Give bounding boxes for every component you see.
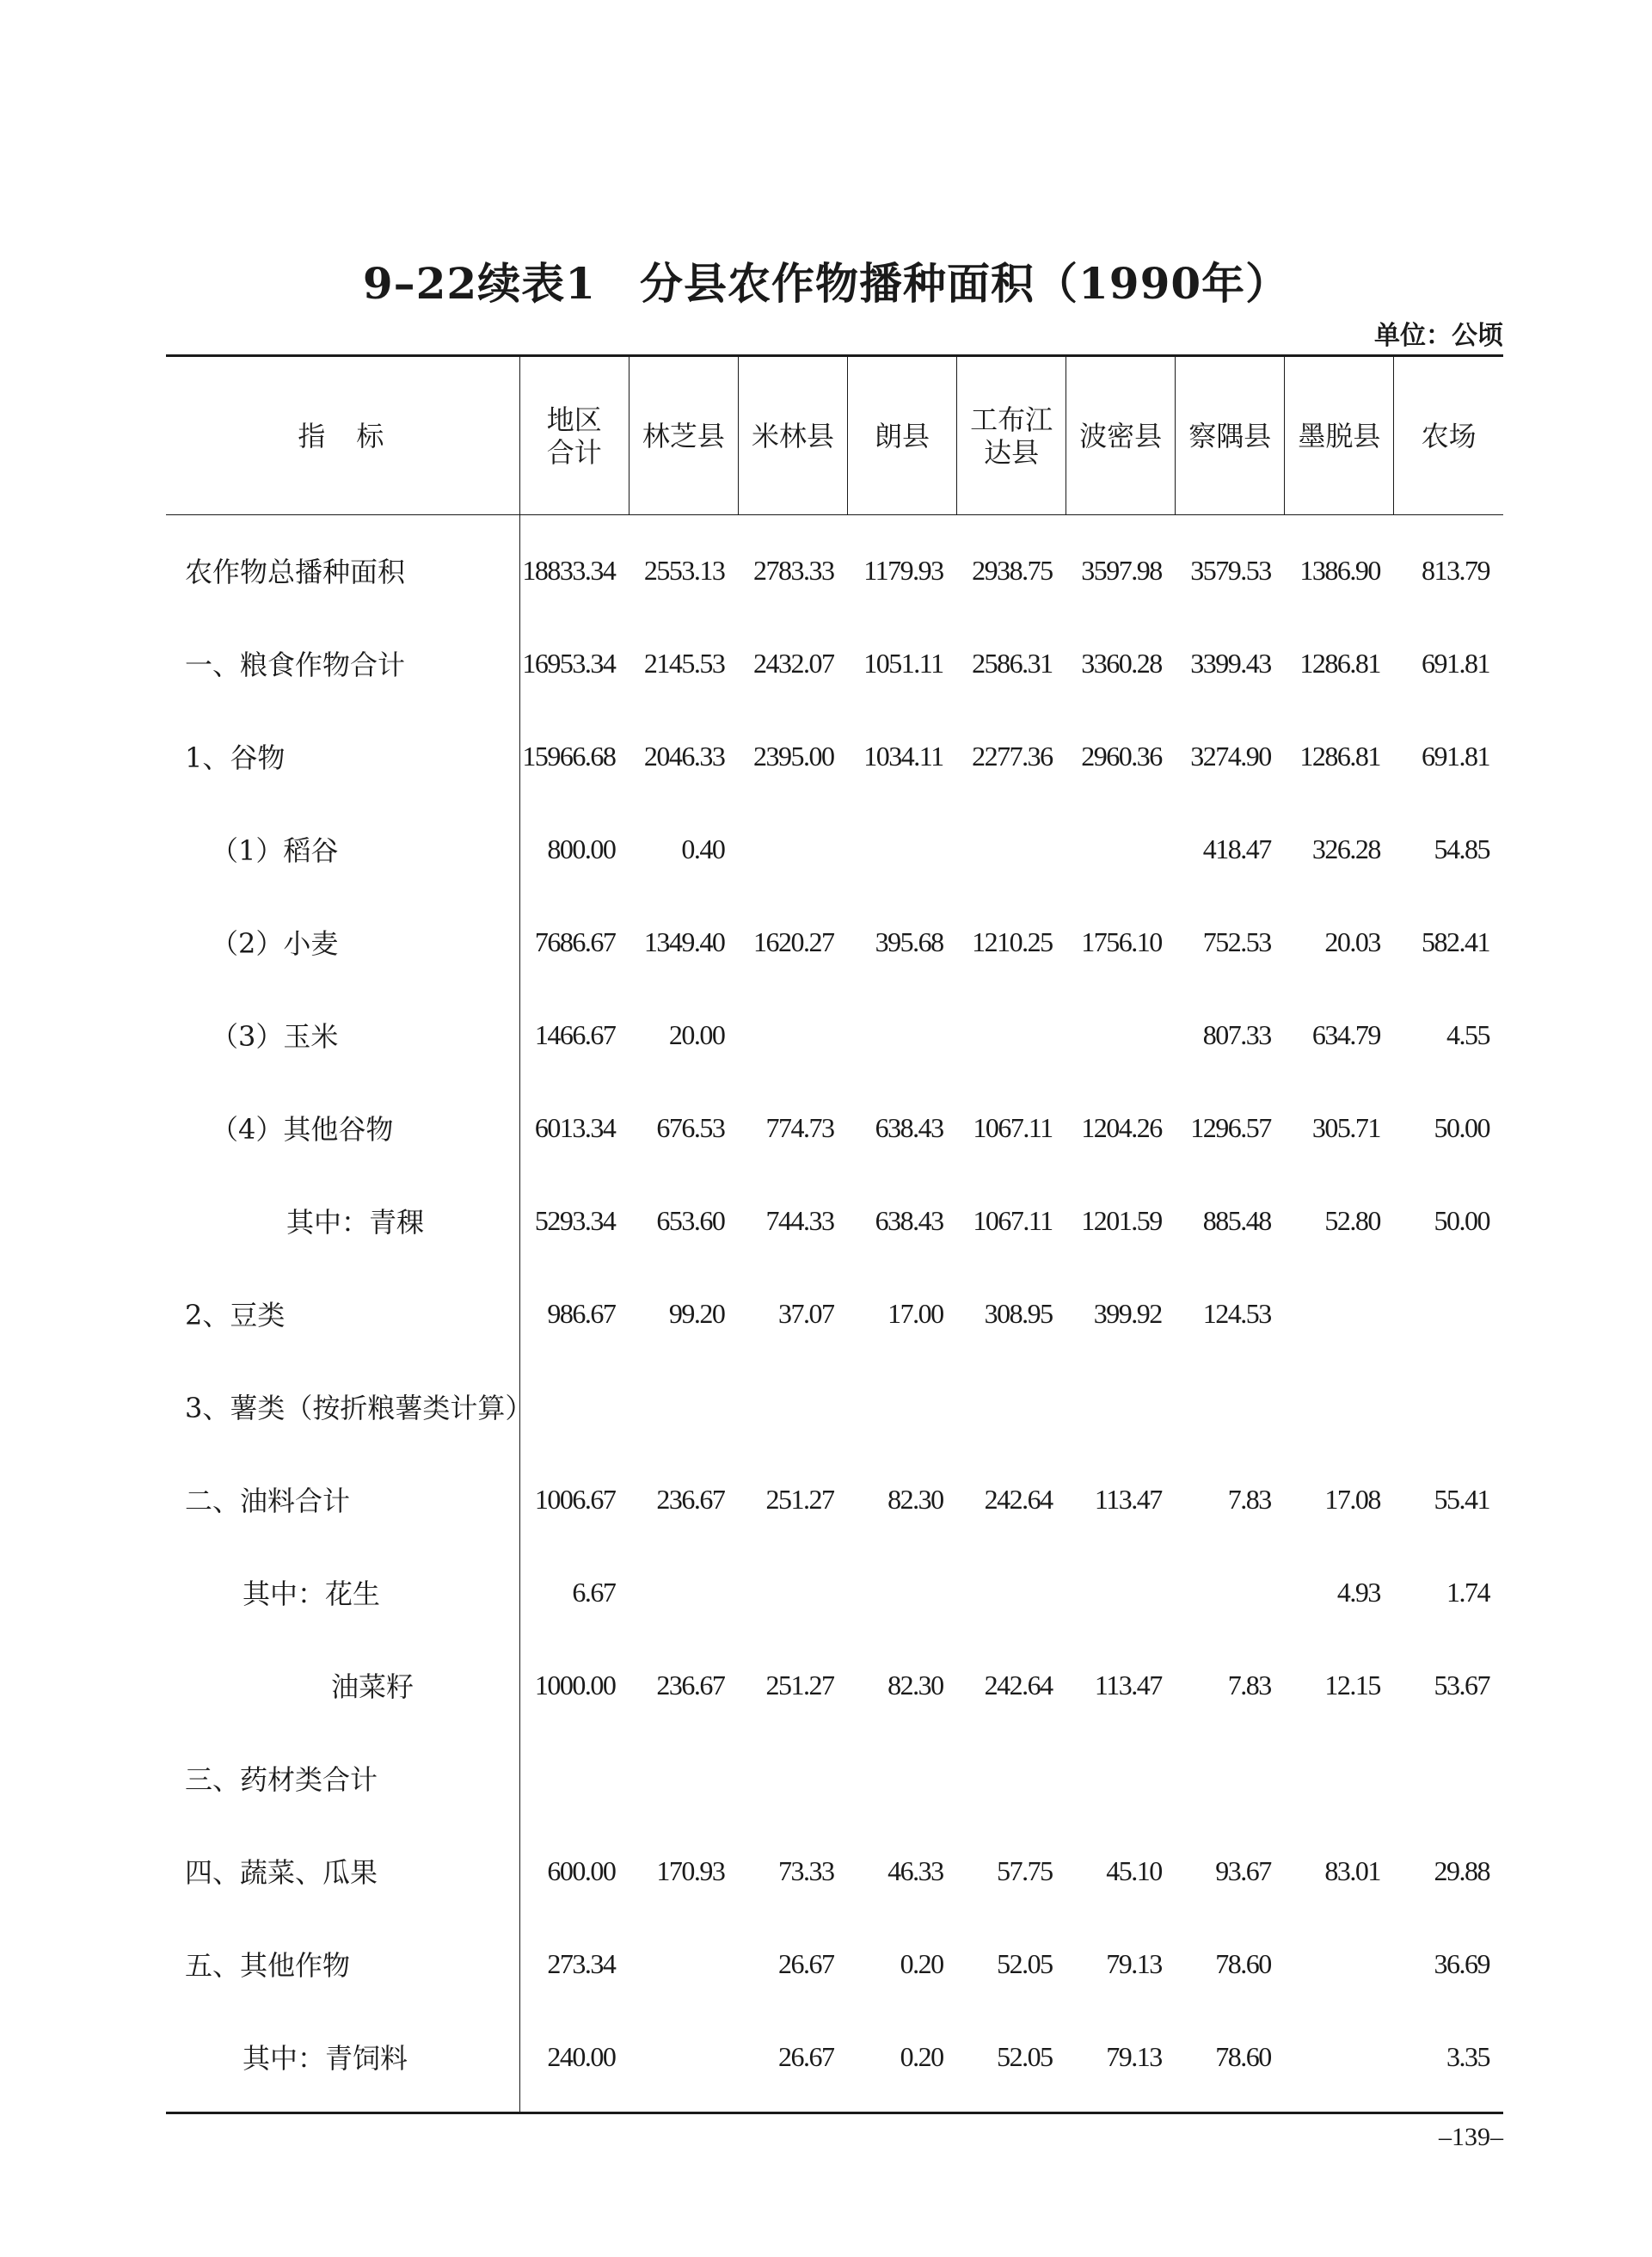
- table-cell: 418.47: [1202, 833, 1271, 864]
- table-cell: [957, 803, 1066, 895]
- table-cell: 1034.11: [863, 740, 943, 772]
- table-row: [166, 710, 1503, 803]
- table-cell: [847, 1546, 956, 1639]
- row-label: 三、药材类合计: [166, 1731, 519, 1824]
- table-header: [166, 356, 1503, 515]
- table-cell: 2046.33: [643, 740, 725, 772]
- table-cell: 82.30: [887, 1669, 943, 1700]
- table-cell: 83.01: [1324, 1854, 1380, 1886]
- row-label: （1）稻谷: [166, 803, 519, 895]
- table-cell: [629, 1917, 738, 2010]
- table-cell: 73.33: [777, 1854, 834, 1886]
- table-cell: 1201.59: [1081, 1204, 1162, 1236]
- table-cell: [847, 803, 956, 895]
- table-cell: 2938.75: [972, 554, 1053, 586]
- table-cell: 638.43: [875, 1204, 943, 1236]
- column-header: 墨脱县: [1285, 356, 1394, 515]
- row-label: 1、谷物: [166, 710, 519, 803]
- table-cell: 20.00: [668, 1018, 725, 1050]
- table-cell: [1066, 1731, 1176, 1824]
- table-cell: 6.67: [572, 1576, 616, 1608]
- table-cell: 52.05: [997, 2040, 1053, 2072]
- table-cell: [1285, 1917, 1394, 2010]
- row-label: 其中：青稞: [166, 1174, 519, 1267]
- table-cell: 15966.68: [522, 740, 616, 772]
- table-row: [166, 617, 1503, 710]
- table-cell: 46.33: [887, 1854, 943, 1886]
- table-cell: 82.30: [887, 1483, 943, 1515]
- column-header-indicator: 指标: [166, 356, 519, 515]
- row-label: 其中：青饲料: [166, 2010, 519, 2113]
- table-cell: 37.07: [777, 1297, 834, 1329]
- table-cell: 752.53: [1202, 926, 1271, 957]
- row-label: 3、薯类（按折粮薯类计算）: [166, 1360, 519, 1453]
- table-row: [166, 988, 1503, 1081]
- table-cell: 1000.00: [534, 1669, 616, 1700]
- table-cell: 29.88: [1434, 1854, 1489, 1886]
- table-cell: 57.75: [997, 1854, 1053, 1886]
- column-header: 农场: [1394, 356, 1503, 515]
- table-cell: [1066, 803, 1176, 895]
- table-row: [166, 1917, 1503, 2010]
- table-row: [166, 1453, 1503, 1546]
- table-cell: 36.69: [1434, 1947, 1489, 1979]
- table-cell: 16953.34: [522, 647, 616, 679]
- table-cell: 0.20: [900, 1947, 943, 1979]
- table-cell: 634.79: [1311, 1018, 1380, 1050]
- table-cell: 2586.31: [972, 647, 1053, 679]
- table-cell: 1.74: [1446, 1576, 1489, 1608]
- table-cell: 395.68: [875, 926, 943, 957]
- table-cell: 124.53: [1202, 1297, 1271, 1329]
- table-cell: 79.13: [1106, 2040, 1162, 2072]
- table-cell: [957, 1731, 1066, 1824]
- table-row: [166, 1546, 1503, 1639]
- table-cell: 774.73: [765, 1111, 834, 1143]
- table-row: [166, 515, 1503, 618]
- table-cell: 2432.07: [752, 647, 834, 679]
- column-header: 察隅县: [1176, 356, 1285, 515]
- table-row: [166, 1360, 1503, 1453]
- table-cell: 308.95: [984, 1297, 1053, 1329]
- table-cell: 20.03: [1324, 926, 1380, 957]
- table-cell: [629, 2010, 738, 2113]
- table-cell: 1286.81: [1299, 740, 1380, 772]
- table-cell: 1006.67: [534, 1483, 616, 1515]
- table-cell: 305.71: [1311, 1111, 1380, 1143]
- table-cell: 1210.25: [972, 926, 1053, 957]
- table-cell: 113.47: [1094, 1483, 1162, 1515]
- table-cell: [738, 988, 847, 1081]
- table-cell: 52.80: [1324, 1204, 1380, 1236]
- column-header: 米林县: [738, 356, 847, 515]
- table-cell: 7.83: [1227, 1483, 1271, 1515]
- table-cell: 6013.34: [534, 1111, 616, 1143]
- table-cell: 3274.90: [1190, 740, 1271, 772]
- table-cell: [519, 1360, 629, 1453]
- table-cell: 2553.13: [643, 554, 725, 586]
- table-cell: [1285, 1267, 1394, 1360]
- table-cell: 1067.11: [973, 1111, 1053, 1143]
- table-cell: 1466.67: [534, 1018, 616, 1050]
- table-cell: 807.33: [1202, 1018, 1271, 1050]
- table-cell: [1176, 1360, 1285, 1453]
- row-label: 一、粮食作物合计: [166, 617, 519, 710]
- table-cell: 3597.98: [1081, 554, 1162, 586]
- column-header: 地区 合计: [519, 356, 629, 515]
- table-cell: 12.15: [1324, 1669, 1380, 1700]
- table-cell: 399.92: [1093, 1297, 1162, 1329]
- table-cell: 26.67: [777, 2040, 834, 2072]
- table-row: [166, 1731, 1503, 1824]
- table-cell: [957, 1360, 1066, 1453]
- table-cell: 0.40: [681, 833, 725, 864]
- table-cell: 691.81: [1422, 740, 1489, 772]
- row-label: 其中：花生: [166, 1546, 519, 1639]
- table-cell: [1176, 1731, 1285, 1824]
- row-label: 二、油料合计: [166, 1453, 519, 1546]
- table-cell: 1296.57: [1190, 1111, 1271, 1143]
- table-cell: 5293.34: [534, 1204, 616, 1236]
- table-row: [166, 1267, 1503, 1360]
- table-cell: [1285, 2010, 1394, 2113]
- table-cell: 79.13: [1106, 1947, 1162, 1979]
- table-cell: [957, 988, 1066, 1081]
- table-cell: [629, 1731, 738, 1824]
- table-cell: 2145.53: [643, 647, 725, 679]
- unit-label: 单位：公顷: [1374, 321, 1503, 351]
- table-row: [166, 895, 1503, 988]
- table-cell: 273.34: [547, 1947, 616, 1979]
- table-cell: [1176, 1546, 1285, 1639]
- table-cell: 18833.34: [522, 554, 616, 586]
- table-cell: 50.00: [1434, 1204, 1489, 1236]
- row-label: 油菜籽: [166, 1639, 519, 1731]
- table-cell: 1286.81: [1299, 647, 1380, 679]
- table-cell: [629, 1546, 738, 1639]
- table-cell: 55.41: [1434, 1483, 1489, 1515]
- table-cell: 17.00: [887, 1297, 943, 1329]
- table-cell: [1394, 1267, 1503, 1360]
- table-cell: 4.55: [1446, 1018, 1489, 1050]
- table-cell: [738, 1546, 847, 1639]
- table-cell: [1394, 1360, 1503, 1453]
- table-cell: 26.67: [777, 1947, 834, 1979]
- table-cell: 170.93: [656, 1854, 725, 1886]
- column-header: 工布江 达县: [957, 356, 1066, 515]
- table-cell: [519, 1731, 629, 1824]
- table-cell: 45.10: [1106, 1854, 1162, 1886]
- table-cell: [1066, 1546, 1176, 1639]
- table-cell: 78.60: [1215, 2040, 1271, 2072]
- table-cell: 242.64: [984, 1483, 1053, 1515]
- table-cell: 1067.11: [973, 1204, 1053, 1236]
- table-cell: 17.08: [1324, 1483, 1380, 1515]
- column-header: 朗县: [847, 356, 956, 515]
- table-cell: [629, 1360, 738, 1453]
- table-cell: 251.27: [765, 1669, 834, 1700]
- table-cell: 251.27: [765, 1483, 834, 1515]
- table-cell: 1204.26: [1081, 1111, 1162, 1143]
- table-cell: 676.53: [656, 1111, 725, 1143]
- table-cell: 2960.36: [1081, 740, 1162, 772]
- table-cell: 52.05: [997, 1947, 1053, 1979]
- table-cell: [738, 803, 847, 895]
- table-cell: [1066, 988, 1176, 1081]
- row-label: （4）其他谷物: [166, 1081, 519, 1174]
- table-cell: 240.00: [547, 2040, 616, 2072]
- table-cell: 54.85: [1434, 833, 1489, 864]
- table-cell: 1051.11: [863, 647, 943, 679]
- table-cell: 1349.40: [643, 926, 725, 957]
- table-cell: 3.35: [1446, 2040, 1489, 2072]
- table-cell: 53.67: [1434, 1669, 1489, 1700]
- table-cell: 99.20: [668, 1297, 725, 1329]
- table-cell: 0.20: [900, 2040, 943, 2072]
- table-cell: 986.67: [547, 1297, 616, 1329]
- column-header: 波密县: [1066, 356, 1176, 515]
- table-row: [166, 1824, 1503, 1917]
- table-cell: [1066, 1360, 1176, 1453]
- table-cell: [847, 1360, 956, 1453]
- row-label: 2、豆类: [166, 1267, 519, 1360]
- table-cell: [738, 1360, 847, 1453]
- table-cell: 885.48: [1202, 1204, 1271, 1236]
- table-cell: 1386.90: [1299, 554, 1380, 586]
- data-table: [166, 354, 1503, 2114]
- table-cell: 7.83: [1227, 1669, 1271, 1700]
- table-cell: 653.60: [656, 1204, 725, 1236]
- table-cell: 78.60: [1215, 1947, 1271, 1979]
- table-row: [166, 803, 1503, 895]
- table-row: [166, 2010, 1503, 2113]
- table-cell: 242.64: [984, 1669, 1053, 1700]
- table-cell: 813.79: [1422, 554, 1489, 586]
- table-cell: 744.33: [765, 1204, 834, 1236]
- row-label: 四、蔬菜、瓜果: [166, 1824, 519, 1917]
- table-cell: [1285, 1731, 1394, 1824]
- column-header: 林芝县: [629, 356, 738, 515]
- page-title: 9–22续表1 分县农作物播种面积（1990年）: [362, 258, 1290, 309]
- table-cell: 2277.36: [972, 740, 1053, 772]
- table-cell: 691.81: [1422, 647, 1489, 679]
- table-row: [166, 1081, 1503, 1174]
- table-cell: [847, 988, 956, 1081]
- table-cell: 326.28: [1311, 833, 1380, 864]
- row-label: 五、其他作物: [166, 1917, 519, 2010]
- table-cell: 2395.00: [752, 740, 834, 772]
- page-number: –139–: [1439, 2123, 1503, 2151]
- table-cell: 1756.10: [1081, 926, 1162, 957]
- table-cell: 800.00: [547, 833, 616, 864]
- table-cell: [1285, 1360, 1394, 1453]
- table-cell: 3360.28: [1081, 647, 1162, 679]
- table-cell: 600.00: [547, 1854, 616, 1886]
- table-cell: 4.93: [1336, 1576, 1380, 1608]
- table-cell: 1620.27: [752, 926, 834, 957]
- table-cell: 93.67: [1215, 1854, 1271, 1886]
- table-cell: 236.67: [656, 1669, 725, 1700]
- table-cell: 638.43: [875, 1111, 943, 1143]
- table-row: [166, 1174, 1503, 1267]
- row-label: （3）玉米: [166, 988, 519, 1081]
- table-cell: 236.67: [656, 1483, 725, 1515]
- table-cell: 3579.53: [1190, 554, 1271, 586]
- table-cell: 3399.43: [1190, 647, 1271, 679]
- table-cell: 50.00: [1434, 1111, 1489, 1143]
- table-cell: 2783.33: [752, 554, 834, 586]
- table-cell: 113.47: [1094, 1669, 1162, 1700]
- header-row: [166, 356, 1503, 515]
- table-row: [166, 1639, 1503, 1731]
- table-cell: 7686.67: [534, 926, 616, 957]
- table-cell: [847, 1731, 956, 1824]
- row-label: （2）小麦: [166, 895, 519, 988]
- table-cell: 1179.93: [863, 554, 943, 586]
- table-cell: [1394, 1731, 1503, 1824]
- table-body: [166, 515, 1503, 2113]
- row-label: 农作物总播种面积: [166, 515, 519, 618]
- table-cell: [957, 1546, 1066, 1639]
- table-cell: [738, 1731, 847, 1824]
- table-cell: 582.41: [1422, 926, 1489, 957]
